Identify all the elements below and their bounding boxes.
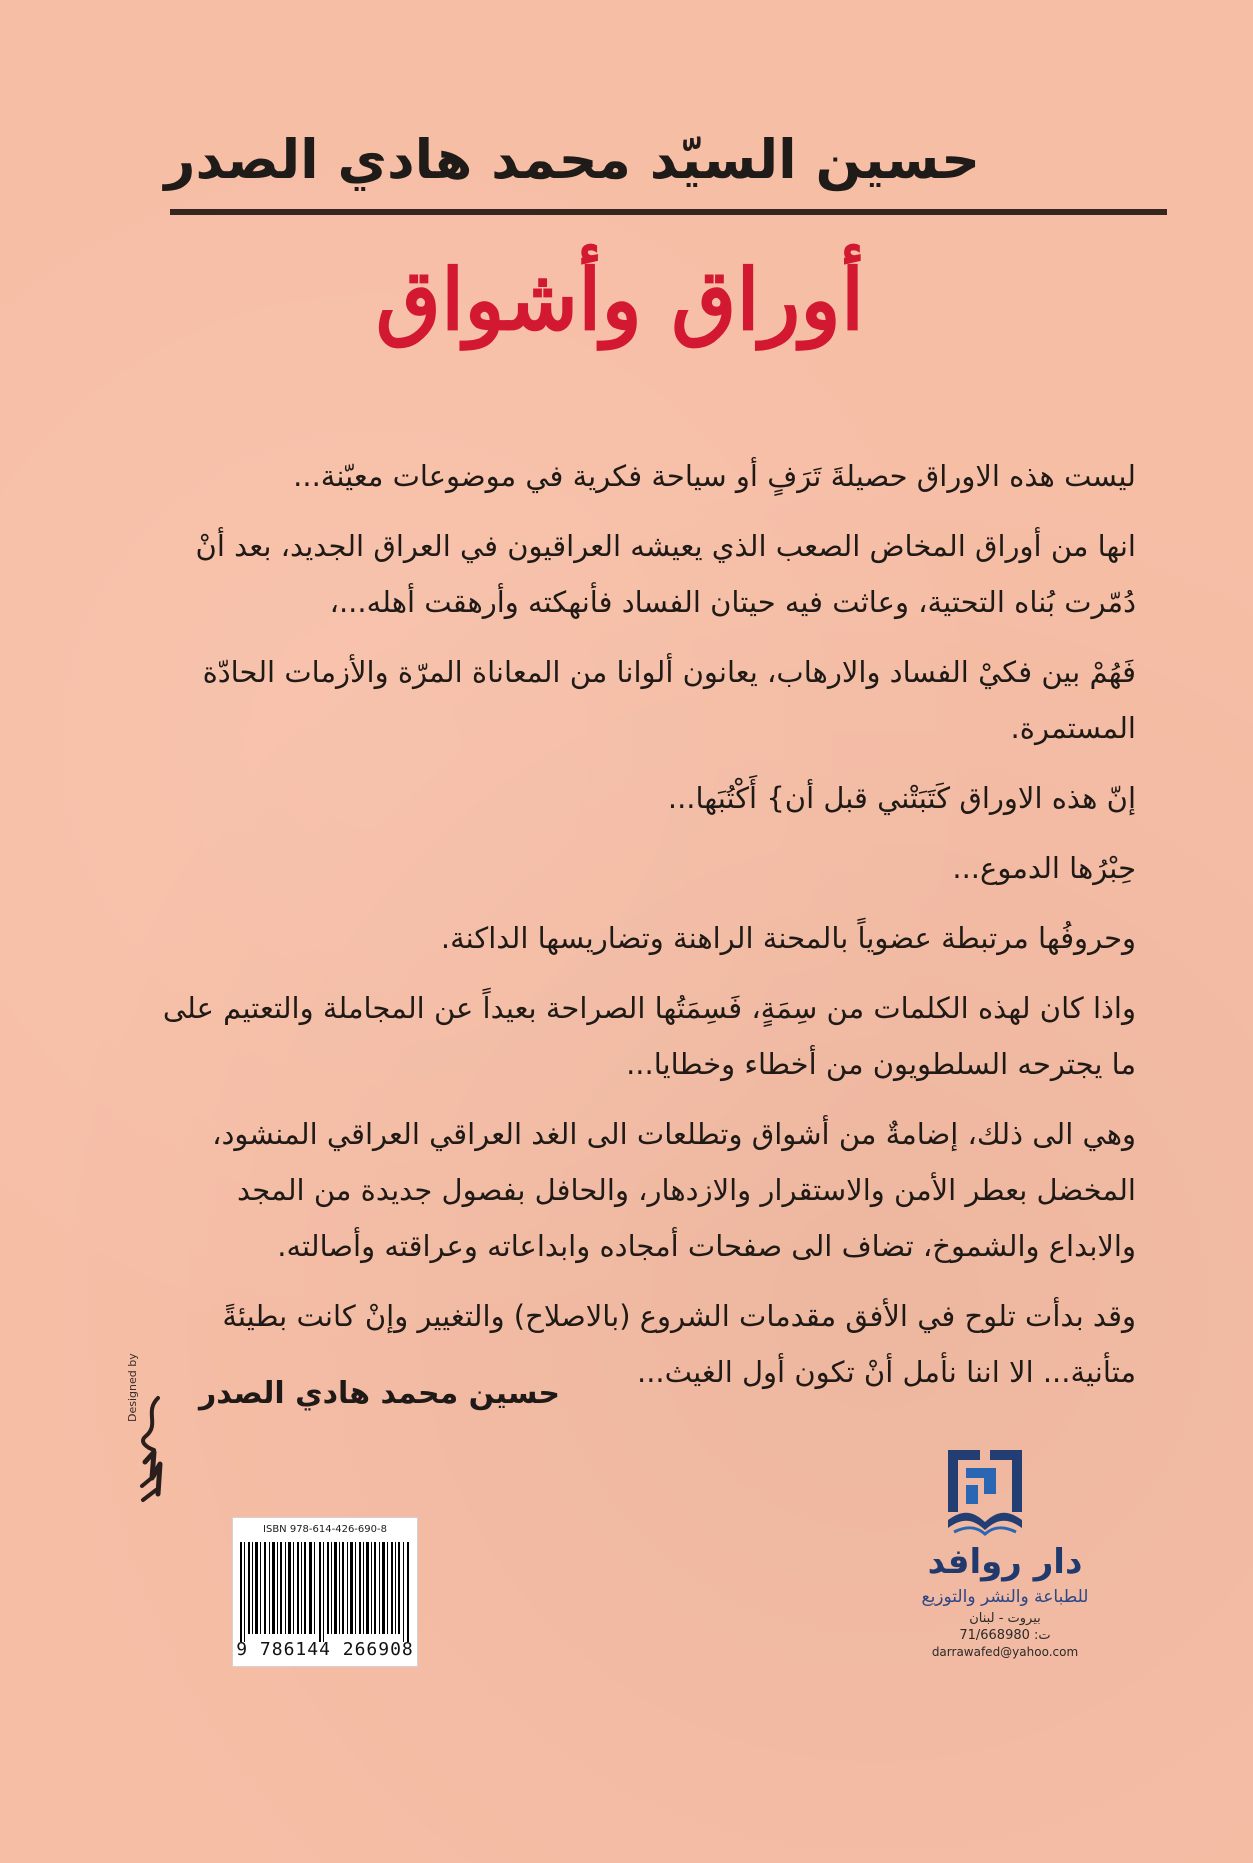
isbn-barcode bbox=[232, 1517, 418, 1667]
paragraph: وقد بدأت تلوح في الأفق مقدمات الشروع (بالاصلاح) والتغيير وإنْ كانت بطيئةً متأنية... الا اننا نأمل أنْ تكون أول الغيث... bbox=[222, 1299, 1136, 1389]
publisher-phone: ت: 71/668980 bbox=[959, 1628, 1051, 1643]
author-name-top: حسين السيّد محمد هادي الصدر bbox=[164, 128, 980, 191]
isbn-label: ISBN 978-614-426-690-8 bbox=[263, 1524, 387, 1535]
paragraph: حِبْرُها الدموع... bbox=[952, 851, 1136, 885]
paragraph: واذا كان لهذه الكلمات من سِمَةٍ، فَسِمَتُها الصراحة بعيداً عن المجاملة والتعتيم على ما يجترحه السلطويون من أخطاء وخطايا... bbox=[162, 991, 1136, 1081]
paragraph: وحروفُها مرتبطة عضوياً بالمحنة الراهنة وتضاريسها الداكنة. bbox=[440, 921, 1136, 955]
paragraph: انها من أوراق المخاض الصعب الذي يعيشه العراقيون في العراق الجديد، بعد أنْ دُمّرت بُناه التحتية، وعاثت فيه حيتان الفساد فأنهكته وأرهقت أهله...، bbox=[195, 529, 1136, 619]
designed-by-label: Designed by bbox=[126, 1353, 139, 1422]
publisher-name: دار روافد bbox=[927, 1542, 1083, 1582]
publisher-block bbox=[880, 1440, 1130, 1670]
publisher-city: بيروت - لبنان bbox=[969, 1611, 1041, 1626]
barcode-icon bbox=[240, 1542, 412, 1644]
publisher-logo-icon bbox=[940, 1440, 1030, 1540]
book-title: أوراق وأشواق bbox=[375, 250, 865, 349]
barcode-number: 9 786144 266908 bbox=[236, 1639, 414, 1660]
top-rule bbox=[170, 209, 1167, 215]
back-cover-text bbox=[160, 448, 1136, 1414]
publisher-email: darrawafed@yahoo.com bbox=[931, 1645, 1079, 1659]
author-signature: حسين محمد هادي الصدر bbox=[198, 1376, 560, 1411]
paragraph: ليست هذه الاوراق حصيلةَ تَرَفٍ أو سياحة فكرية في موضوعات معيّنة... bbox=[293, 459, 1136, 493]
paragraph: إنّ هذه الاوراق كَتَبَتْني قبل أن} أَكْتُبَها... bbox=[667, 781, 1136, 815]
paragraph: فَهُمْ بين فكيْ الفساد والارهاب، يعانون ألوانا من المعاناة المرّة والأزمات الحادّة المستمرة. bbox=[202, 655, 1136, 745]
publisher-tagline: للطباعة والنشر والتوزيع bbox=[921, 1587, 1089, 1607]
designer-logo-icon bbox=[136, 1394, 168, 1514]
paragraph: وهي الى ذلك، إضامةٌ من أشواق وتطلعات الى الغد العراقي العراقي المنشود، المخضل بعطر الأمن والاستقرار والازدهار، والحافل بفصول جديدة من المجد والابداع والشموخ، تضاف الى صفحات أمجاده وابداعاته وعراقته وأصالته. bbox=[212, 1117, 1136, 1263]
designer-credit bbox=[100, 1353, 170, 1514]
